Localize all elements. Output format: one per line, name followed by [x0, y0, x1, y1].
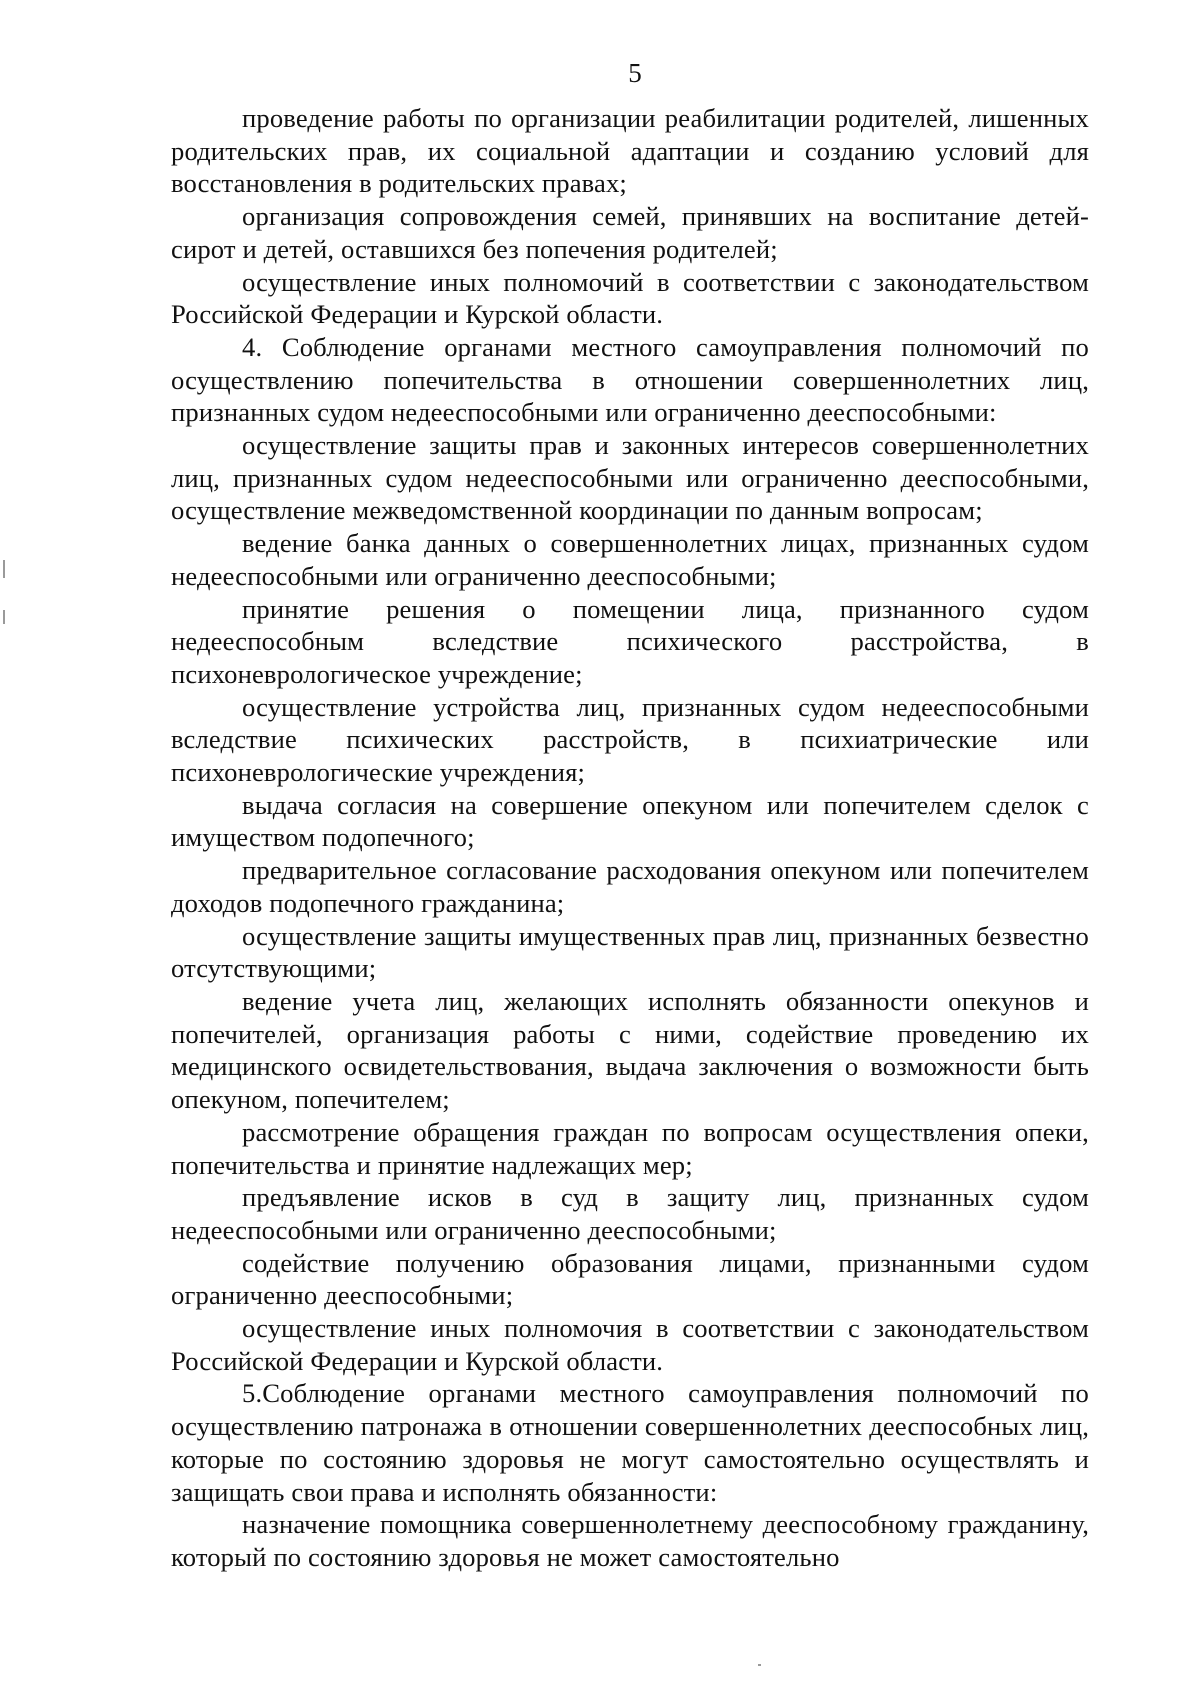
paragraph: предъявление исков в суд в защиту лиц, признанных судом недееспособными или ограниченно дееспособными; [171, 1182, 1089, 1245]
paragraph: осуществление иных полномочия в соответствии с законодательством Российской Федерации и Курской области. [171, 1313, 1089, 1376]
paragraph: принятие решения о помещении лица, признанного судом недееспособным вследствие психического расстройства, в психоневрологическое учреждение; [171, 593, 1089, 689]
paragraph: ведение учета лиц, желающих исполнять обязанности опекунов и попечителей, организация работы с ними, содействие проведению их медицинского освидетельствования, выдача заключения о возможности быть опекуном, попечителем; [171, 985, 1089, 1115]
scan-artifact [3, 560, 5, 578]
paragraph: осуществление защиты имущественных прав лиц, признанных безвестно отсутствующими; [171, 920, 1089, 984]
paragraph: ведение банка данных о совершеннолетних лицах, признанных судом недееспособными или ограниченно дееспособными; [171, 528, 1089, 591]
paragraph: осуществление иных полномочий в соответствии с законодательством Российской Федерации и Курской области. [171, 266, 1089, 330]
page-number: 5 [628, 58, 642, 88]
scan-artifact [3, 610, 5, 624]
paragraph: выдача согласия на совершение опекуном или попечителем сделок с имуществом подопечного; [171, 789, 1089, 853]
paragraph: назначение помощника совершеннолетнему дееспособному гражданину, который по состоянию здоровья не может самостоятельно [171, 1509, 1089, 1572]
paragraph: содействие получению образования лицами, признанными судом ограниченно дееспособными; [171, 1247, 1089, 1311]
section-5-heading: 5.Соблюдение органами местного самоуправления полномочий по осуществлению патронажа в отношении совершеннолетних дееспособных лиц, которые по состоянию здоровья не могут самостоятельно осуществлять и защищать свои права и исполнять обязанности: [171, 1378, 1089, 1507]
paragraph: организация сопровождения семей, принявших на воспитание детей-сирот и детей, оставшихся без попечения родителей; [171, 201, 1089, 264]
section-4-heading: 4. Соблюдение органами местного самоуправления полномочий по осуществлению попечительства в отношении совершеннолетних лиц, признанных судом недееспособными или ограниченно дееспособными: [171, 331, 1089, 428]
paragraph: проведение работы по организации реабилитации родителей, лишенных родительских прав, их социальной адаптации и созданию условий для восстановления в родительских правах; [171, 103, 1089, 199]
scan-artifact [758, 1664, 761, 1666]
paragraph: осуществление защиты прав и законных интересов совершеннолетних лиц, признанных судом недееспособными или ограниченно дееспособными, осуществление межведомственной координации по данным вопросам; [171, 430, 1089, 526]
paragraph: осуществление устройства лиц, признанных судом недееспособными вследствие психических расстройств, в психиатрические или психоневрологические учреждения; [171, 691, 1089, 788]
paragraph: рассмотрение обращения граждан по вопросам осуществления опеки, попечительства и принятие надлежащих мер; [171, 1116, 1089, 1180]
document-body [171, 102, 1089, 1574]
paragraph: предварительное согласование расходования опекуном или попечителем доходов подопечного гражданина; [171, 855, 1089, 918]
